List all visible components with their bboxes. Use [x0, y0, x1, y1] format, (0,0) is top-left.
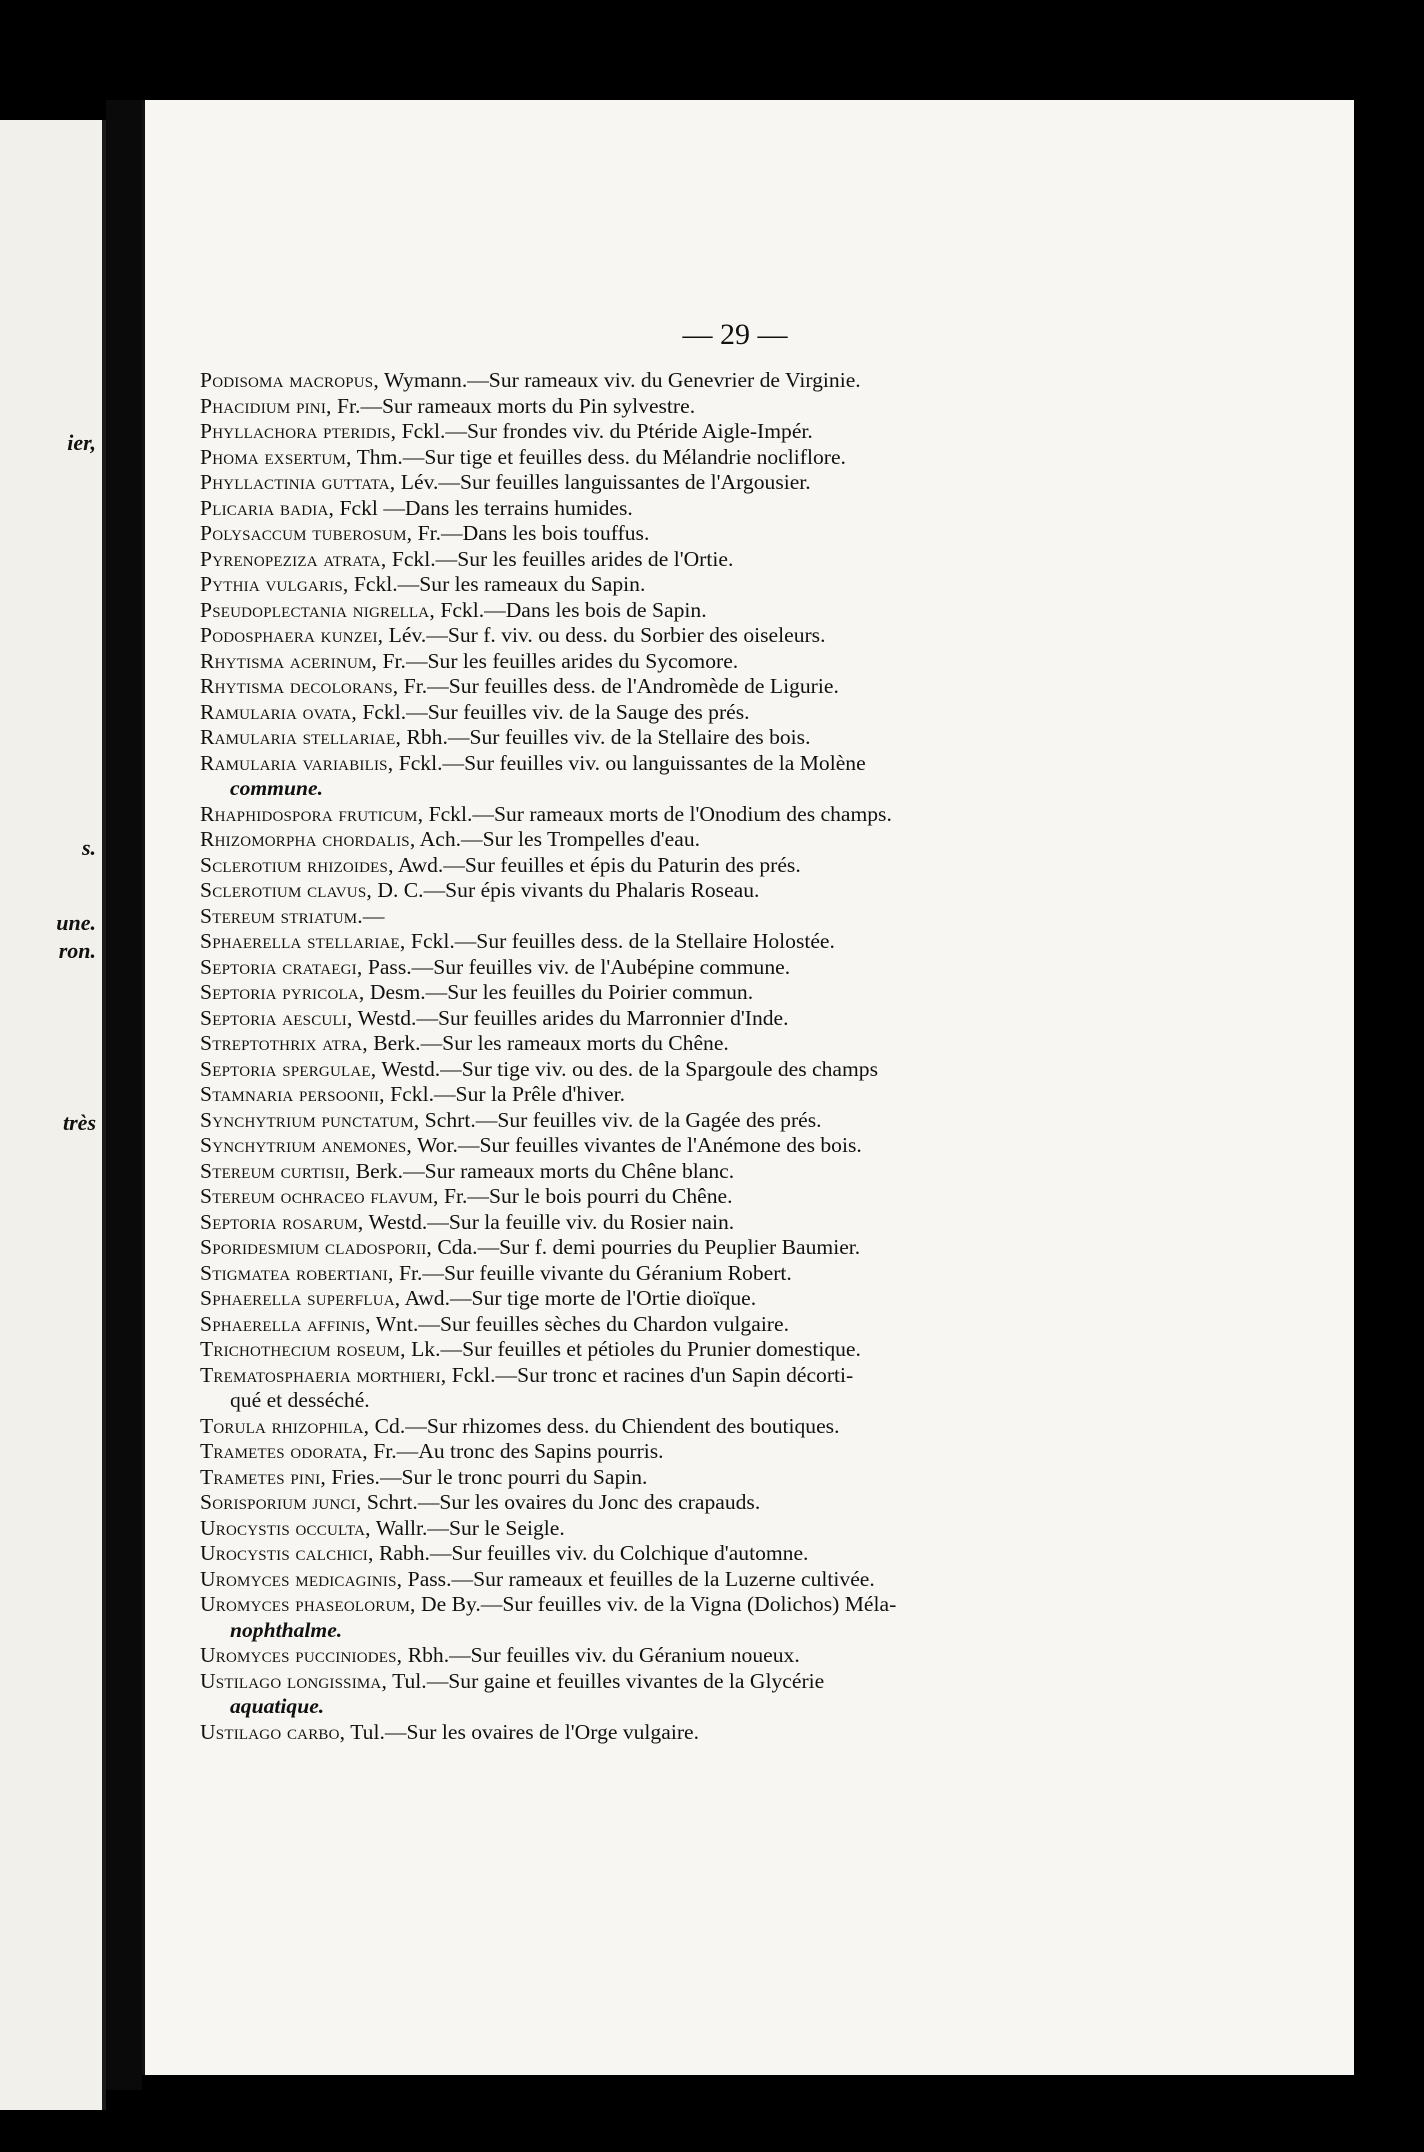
list-item	[200, 1159, 1200, 1185]
species-description: Tul.—Sur les ovaires de l'Orge vulgaire.	[345, 1719, 699, 1744]
species-description: Thm.—Sur tige et feuilles dess. du Mélandrie nocliflore.	[351, 444, 846, 469]
species-description: Fckl.—Sur les feuilles arides de l'Ortie.	[386, 546, 734, 571]
species-name: Uromyces pucciniodes,	[200, 1643, 403, 1667]
list-item	[200, 1133, 1200, 1159]
list-item	[200, 1439, 1200, 1465]
species-name: Phoma exsertum,	[200, 444, 352, 469]
list-item	[200, 1490, 1200, 1516]
species-name: Ramularia variabilis,	[200, 750, 394, 775]
species-description: Tul.—Sur gaine et feuilles vivantes de la Glycérie	[387, 1668, 825, 1693]
left-page-edge	[0, 120, 106, 2110]
species-description: Fckl.—Sur feuilles viv. ou languissantes de la Molène	[393, 750, 866, 775]
species-description: Fckl —Dans les terrains humides.	[334, 495, 633, 520]
species-name: Stereum ochraceo flavum,	[200, 1184, 439, 1208]
species-description: Schrt.—Sur les ovaires du Jonc des crapauds.	[361, 1490, 761, 1514]
list-item	[200, 955, 1200, 981]
species-name: Ustilago longissima,	[200, 1668, 388, 1693]
list-item	[200, 1592, 1200, 1643]
species-name: Septoria rosarum,	[200, 1209, 364, 1234]
species-name: Rhytisma decolorans,	[200, 674, 399, 698]
list-item	[200, 1057, 1200, 1083]
page-number: — 29 —	[682, 318, 788, 351]
species-description: Fries.—Sur le tronc pourri du Sapin.	[325, 1464, 648, 1489]
species-description: Westd.—Sur feuilles arides du Marronnier d'Inde.	[352, 1005, 789, 1030]
species-name: Ramularia stellariae,	[200, 725, 402, 749]
species-name: Uromyces medicaginis,	[200, 1566, 403, 1591]
species-name: Phyllactinia guttata,	[200, 470, 396, 494]
species-name: Streptothrix atra,	[200, 1031, 368, 1055]
species-name: Sphaerella stellariae,	[200, 929, 406, 953]
species-description: Fckl.—Dans les bois de Sapin.	[434, 597, 707, 622]
species-description: Fr.—Sur feuille vivante du Géranium Robert.	[393, 1260, 792, 1285]
list-item	[200, 419, 1200, 445]
species-name: Trametes pini,	[200, 1464, 326, 1489]
list-item	[200, 1669, 1200, 1720]
species-description: Lév.—Sur f. viv. ou dess. du Sorbier des oiseleurs.	[383, 623, 826, 647]
species-description: Fckl.—Sur tronc et racines d'un Sapin décorti-	[446, 1362, 854, 1387]
species-description: Awd.—Sur feuilles et épis du Paturin des prés.	[393, 852, 801, 877]
species-description: Lév.—Sur feuilles languissantes de l'Argousier.	[395, 470, 811, 494]
description-continuation: aquatique.	[230, 1694, 325, 1718]
list-item	[200, 1567, 1200, 1593]
species-description: Cd.—Sur rhizomes dess. du Chiendent des boutiques.	[369, 1413, 840, 1438]
species-description: De By.—Sur feuilles viv. de la Vigna (Dolichos) Méla-	[415, 1592, 897, 1616]
list-item	[200, 1720, 1200, 1746]
list-item	[200, 878, 1200, 904]
list-item	[200, 445, 1200, 471]
species-name: Torula rhizophila,	[200, 1413, 370, 1438]
species-name: Urocystis occulta,	[200, 1515, 371, 1540]
species-name: Synchytrium punctatum,	[200, 1107, 420, 1132]
species-name: Septoria spergulae,	[200, 1056, 377, 1081]
species-name: Stereum curtisii,	[200, 1158, 351, 1183]
list-item	[200, 1184, 1200, 1210]
species-description: Lk.—Sur feuilles et pétioles du Prunier domestique.	[405, 1337, 861, 1361]
species-description: Wnt.—Sur feuilles sèches du Chardon vulgaire.	[370, 1311, 789, 1336]
species-name: Polysaccum tuberosum,	[200, 521, 413, 545]
list-item	[200, 1006, 1200, 1032]
species-description: Rbh.—Sur feuilles viv. du Géranium noueux.	[402, 1643, 800, 1667]
species-name: Trematosphaeria morthieri,	[200, 1362, 447, 1387]
species-list	[200, 368, 1200, 1745]
species-description: Desm.—Sur les feuilles du Poirier commun.	[364, 980, 754, 1004]
species-name: Trichothecium roseum,	[200, 1337, 406, 1361]
list-item	[200, 1108, 1200, 1134]
list-item	[200, 751, 1200, 802]
list-item	[200, 802, 1200, 828]
list-item	[200, 572, 1200, 598]
species-description: Westd.—Sur tige viv. ou des. de la Spargoule des champs	[376, 1056, 878, 1081]
species-name: Pythia vulgaris,	[200, 572, 349, 596]
left-page-fragment: s.	[81, 835, 96, 860]
list-item	[200, 1312, 1200, 1338]
species-name: Septoria crataegi,	[200, 954, 363, 979]
species-name: Stereum striatum.—	[200, 903, 385, 928]
description-continuation: qué et desséché.	[230, 1388, 370, 1412]
book-gutter	[106, 100, 142, 2090]
list-item	[200, 368, 1200, 394]
species-name: Ustilago carbo,	[200, 1719, 346, 1744]
list-item	[200, 1465, 1200, 1491]
species-name: Sphaerella superflua,	[200, 1286, 401, 1310]
species-description: Fckl.—Sur la Prêle d'hiver.	[384, 1082, 625, 1106]
species-name: Urocystis calchici,	[200, 1541, 374, 1565]
species-name: Septoria pyricola,	[200, 980, 365, 1004]
species-description: Rabh.—Sur feuilles viv. du Colchique d'automne.	[373, 1541, 809, 1565]
species-description: Fr.—Au tronc des Sapins pourris.	[367, 1439, 664, 1463]
species-name: Phyllachora pteridis,	[200, 419, 397, 443]
species-name: Podosphaera kunzei,	[200, 623, 384, 647]
species-description: Berk.—Sur rameaux morts du Chêne blanc.	[350, 1158, 735, 1183]
left-page-fragment: ier,	[67, 430, 96, 455]
list-item	[200, 1337, 1200, 1363]
species-description: Fr.—Sur le bois pourri du Chêne.	[438, 1184, 733, 1208]
left-page-fragment: très	[63, 1110, 96, 1135]
species-description: D. C.—Sur épis vivants du Phalaris Roseau.	[371, 878, 760, 902]
species-name: Sphaerella affinis,	[200, 1311, 371, 1336]
species-name: Sclerotium rhizoides,	[200, 852, 394, 877]
species-name: Rhytisma acerinum,	[200, 648, 378, 673]
species-description: Westd.—Sur la feuille viv. du Rosier nain.	[363, 1209, 735, 1234]
species-description: Wor.—Sur feuilles vivantes de l'Anémone des bois.	[412, 1133, 862, 1157]
species-name: Uromyces phaseolorum,	[200, 1592, 416, 1616]
species-description: Fr.—Sur feuilles dess. de l'Andromède de Ligurie.	[398, 674, 839, 698]
species-description: Wymann.—Sur rameaux viv. du Genevrier de Virginie.	[378, 368, 861, 392]
list-item	[200, 496, 1200, 522]
species-description: Fckl.—Sur feuilles viv. de la Sauge des prés.	[356, 699, 750, 724]
species-name: Rhaphidospora fruticum,	[200, 801, 424, 826]
species-name: Sclerotium clavus,	[200, 878, 372, 902]
species-description: Cda.—Sur f. demi pourries du Peuplier Baumier.	[432, 1235, 861, 1259]
species-name: Podisoma macropus,	[200, 368, 379, 392]
list-item	[200, 1082, 1200, 1108]
species-description: Fckl.—Sur rameaux morts de l'Onodium des champs.	[423, 801, 892, 826]
list-item	[200, 598, 1200, 624]
species-description: Berk.—Sur les rameaux morts du Chêne.	[367, 1031, 729, 1055]
list-item	[200, 1235, 1200, 1261]
species-name: Pyrenopeziza atrata,	[200, 546, 387, 571]
species-description: Fr.—Dans les bois touffus.	[412, 521, 650, 545]
list-item	[200, 827, 1200, 853]
description-continuation: commune.	[230, 776, 323, 800]
list-item	[200, 623, 1200, 649]
list-item	[200, 1516, 1200, 1542]
species-name: Sporidesmium cladosporii,	[200, 1235, 432, 1259]
list-item	[200, 547, 1200, 573]
document-page	[142, 100, 1357, 2075]
list-item	[200, 929, 1200, 955]
species-name: Stigmatea robertiani,	[200, 1260, 394, 1285]
species-name: Trametes odorata,	[200, 1439, 368, 1463]
species-description: Awd.—Sur tige morte de l'Ortie dioïque.	[400, 1286, 757, 1310]
species-description: Fr.—Sur rameaux morts du Pin sylvestre.	[331, 393, 696, 418]
species-description: Wallr.—Sur le Seigle.	[370, 1515, 565, 1540]
species-name: Phacidium pini,	[200, 393, 332, 418]
species-name: Ramularia ovata,	[200, 699, 357, 724]
species-name: Septoria aesculi,	[200, 1005, 353, 1030]
list-item	[200, 674, 1200, 700]
list-item	[200, 1414, 1200, 1440]
species-description: Schrt.—Sur feuilles viv. de la Gagée des prés.	[419, 1107, 822, 1132]
species-description: Fckl.—Sur frondes viv. du Ptéride Aigle-Impér.	[396, 419, 813, 443]
species-description: Fckl.—Sur feuilles dess. de la Stellaire Holostée.	[405, 929, 835, 953]
list-item	[200, 725, 1200, 751]
species-name: Stamnaria persoonii,	[200, 1082, 385, 1106]
description-continuation: nophthalme.	[230, 1617, 343, 1642]
list-item	[200, 394, 1200, 420]
list-item	[200, 1031, 1200, 1057]
species-name: Rhizomorpha chordalis,	[200, 827, 416, 851]
species-name: Sorisporium junci,	[200, 1490, 362, 1514]
list-item	[200, 1261, 1200, 1287]
list-item	[200, 1643, 1200, 1669]
species-description: Fr.—Sur les feuilles arides du Sycomore.	[377, 648, 739, 673]
list-item	[200, 521, 1200, 547]
list-item	[200, 980, 1200, 1006]
list-item	[200, 853, 1200, 879]
species-description: Ach.—Sur les Trompelles d'eau.	[415, 827, 701, 851]
list-item	[200, 1363, 1200, 1414]
list-item	[200, 904, 1200, 930]
species-name: Pseudoplectania nigrella,	[200, 597, 435, 622]
scan-border	[1354, 100, 1424, 2075]
species-name: Plicaria badia,	[200, 495, 335, 520]
left-page-fragment: ron.	[58, 938, 96, 963]
left-page-fragment: une.	[56, 910, 96, 935]
list-item	[200, 470, 1200, 496]
species-description: Pass.—Sur rameaux et feuilles de la Luzerne cultivée.	[402, 1566, 875, 1591]
list-item	[200, 1286, 1200, 1312]
list-item	[200, 1541, 1200, 1567]
species-description: Pass.—Sur feuilles viv. de l'Aubépine commune.	[362, 954, 791, 979]
species-description: Fckl.—Sur les rameaux du Sapin.	[348, 572, 646, 596]
list-item	[200, 1210, 1200, 1236]
list-item	[200, 649, 1200, 675]
list-item	[200, 700, 1200, 726]
species-description: Rbh.—Sur feuilles viv. de la Stellaire des bois.	[401, 725, 811, 749]
species-name: Synchytrium anemones,	[200, 1133, 413, 1157]
